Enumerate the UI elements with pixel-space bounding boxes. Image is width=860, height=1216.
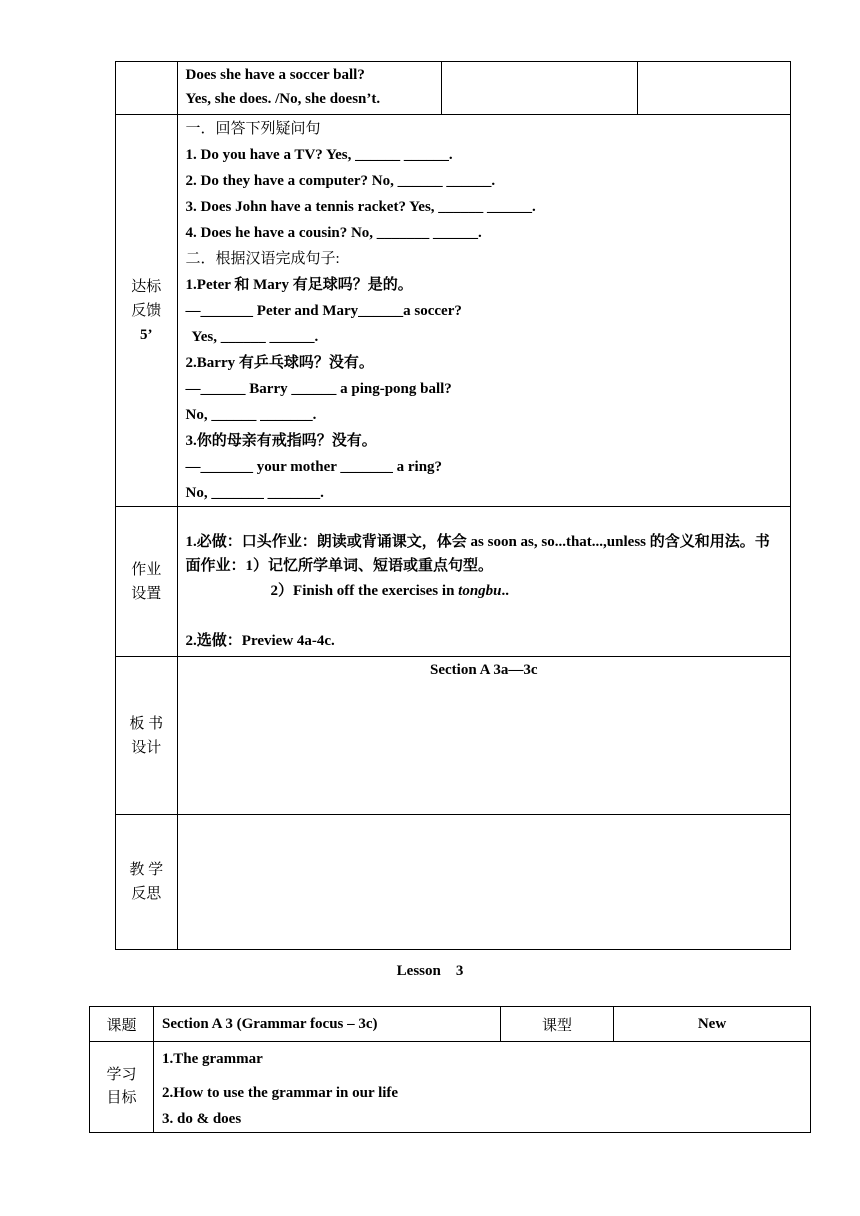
example-sentences-cell	[177, 62, 442, 115]
feedback-exercises-cell	[177, 115, 790, 507]
exercise-line: 2.Barry 有乒乓球吗？没有。	[185, 355, 374, 371]
exercise-line: Yes, ______ ______.	[191, 329, 319, 345]
exercise-line: No, _______ _______.	[185, 485, 324, 501]
homework-optional: 2.选做：Preview 4a-4c.	[185, 633, 335, 649]
topic-value: Section A 3 (Grammar focus – 3c)	[154, 1007, 501, 1042]
empty-label-cell	[116, 62, 178, 115]
homework-tongbu: 2）Finish off the exercises in tongbu..	[270, 583, 510, 599]
homework-required: 1.必做：口头作业：朗读或背诵课文，体会 as soon as, so...that...,unless 的含义和用法。书面作业：1）记忆所学单词、短语或重点句型。	[185, 534, 770, 574]
lesson-plan-table	[115, 61, 791, 950]
goals-label: 学习 目标	[90, 1042, 154, 1133]
exercise-heading-1: 一．回答下列疑问句	[185, 121, 321, 137]
type-value: New	[614, 1007, 811, 1042]
empty-cell	[442, 62, 638, 115]
feedback-label: 达标 反馈 5’	[116, 115, 178, 507]
exercise-line: —______ Barry ______ a ping-pong ball?	[185, 381, 452, 397]
sentence-question: Does she have a soccer ball?	[185, 67, 365, 83]
exercise-line: 2. Do they have a computer? No, ______ ______.	[185, 173, 496, 189]
exercise-line: 3. Does John have a tennis racket? Yes, ______ ______.	[185, 199, 536, 215]
teaching-reflection-label: 教 学 反思	[116, 815, 178, 950]
exercise-line: 1. Do you have a TV? Yes, ______ ______.	[185, 147, 453, 163]
table-row	[116, 507, 791, 657]
topic-label: 课题	[90, 1007, 154, 1042]
table-row	[116, 62, 791, 115]
sentence-answer: Yes, she does. /No, she doesn’t.	[185, 91, 381, 107]
teaching-reflection-cell	[177, 815, 790, 950]
homework-label: 作业 设置	[116, 507, 178, 657]
goal-item: 2.How to use the grammar in our life	[162, 1085, 399, 1101]
exercise-heading-2: 二．根据汉语完成句子:	[185, 251, 340, 267]
board-design-cell	[177, 657, 790, 815]
exercise-line: 1.Peter 和 Mary 有足球吗？是的。	[185, 277, 413, 293]
board-design-title: Section A 3a—3c	[430, 662, 538, 678]
exercise-line: —_______ your mother _______ a ring?	[185, 459, 443, 475]
table-row	[116, 115, 791, 507]
exercise-line: No, ______ _______.	[185, 407, 317, 423]
exercise-line: —_______ Peter and Mary______a soccer?	[185, 303, 462, 319]
table-row	[90, 1007, 811, 1042]
board-design-label: 板 书 设计	[116, 657, 178, 815]
table-row	[116, 815, 791, 950]
empty-cell	[637, 62, 790, 115]
exercise-line: 3.你的母亲有戒指吗？没有。	[185, 433, 377, 449]
lesson-info-table	[89, 1006, 811, 1133]
homework-cell	[177, 507, 790, 657]
goal-item: 3. do & does	[162, 1111, 242, 1127]
table-row	[90, 1042, 811, 1133]
type-label: 课型	[501, 1007, 614, 1042]
lesson-title: Lesson 3	[396, 963, 464, 979]
goal-item: 1.The grammar	[162, 1051, 263, 1067]
goals-cell	[154, 1042, 811, 1133]
exercise-line: 4. Does he have a cousin? No, _______ ______.	[185, 225, 482, 241]
table-row	[116, 657, 791, 815]
